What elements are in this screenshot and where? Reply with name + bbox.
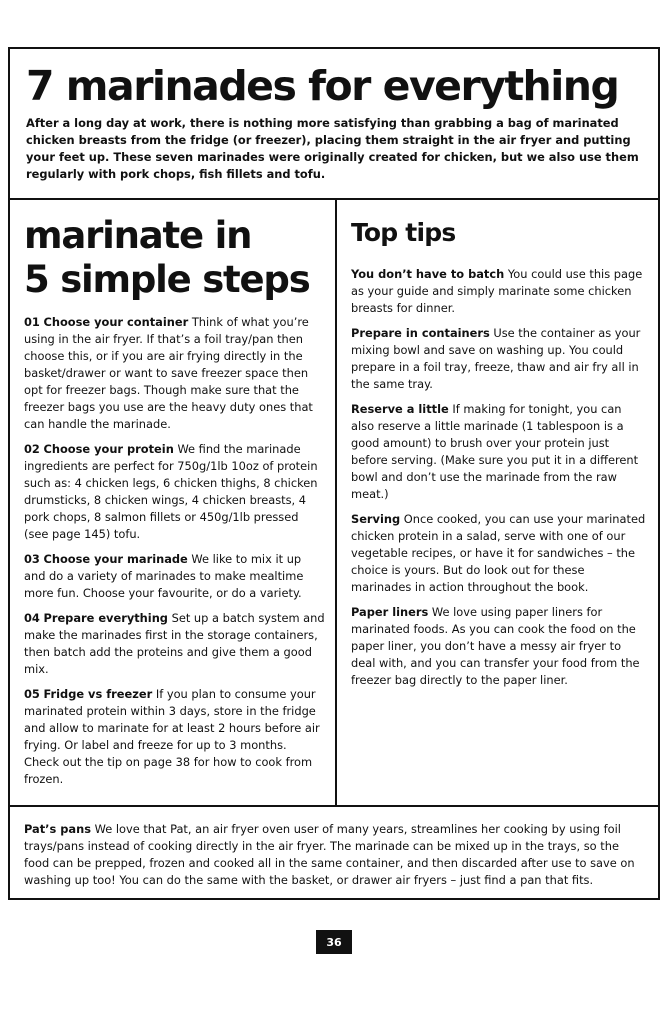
- tip-text: If making for tonight, you can also reserve a little marinade (1 tablespoon is a good amount) to brush over your protein just before serving. (Make sure you put it in a different bowl and don’t use the marinade from the raw meat.): [351, 402, 639, 501]
- page-title: 7 marinades for everything: [26, 62, 619, 110]
- tip-item: [351, 325, 646, 393]
- pats-pans-section: [10, 805, 658, 898]
- step-text: If you plan to consume your marinated protein within 3 days, store in the fridge and allow to marinate for at least 2 hours before air frying. Or label and freeze for up to 3 months. Check out the tip on page 38 for how to cook from frozen.: [24, 687, 320, 786]
- step-lead: Choose your protein: [43, 442, 174, 456]
- step-lead: Choose your marinade: [43, 552, 188, 566]
- step-item: [24, 314, 325, 433]
- tip-item: [351, 604, 646, 689]
- step-number: 05: [24, 687, 40, 701]
- tip-text: Once cooked, you can use your marinated chicken protein in a salad, serve with one of our vegetable recipes, or have it for sandwiches – the choice is yours. But do look out for these marinades in action throughout the book.: [351, 512, 646, 594]
- pats-pans-text: [24, 821, 642, 889]
- step-text: Think of what you’re using in the air fryer. If that’s a foil tray/pan then choose this, or if you are air frying directly in the basket/drawer or want to save freezer space then opt for freezer bags. Though make sure that the freezer bags you use are the heavy duty ones that can handle the marinade.: [24, 315, 313, 431]
- step-text: We find the marinade ingredients are perfect for 750g/1lb 10oz of protein such as: 4 chicken legs, 6 chicken thighs, 8 chicken drumsticks, 8 chicken wings, 4 chicken breasts, 4 pork chops, 8 salmon fillets or 450g/1lb pressed (see page 145) tofu.: [24, 442, 318, 541]
- tip-lead: You don’t have to batch: [351, 267, 505, 281]
- tip-text: You could use this page as your guide and simply marinate some chicken breasts for dinner.: [351, 267, 643, 315]
- step-number: 02: [24, 442, 40, 456]
- pats-pans-body: We love that Pat, an air fryer oven user of many years, streamlines her cooking by using foil trays/pans instead of cooking directly in the air fryer. The marinade can be mixed up in the trays, so the food can be prepped, frozen and cooked all in the same container, and then discarded after use to save on washing up too! You can do the same with the basket, or drawer air fryers – just find a pan that fits.: [24, 822, 635, 887]
- tip-item: [351, 511, 646, 596]
- tips-title: Top tips: [351, 218, 456, 247]
- step-item: [24, 610, 325, 678]
- step-item: [24, 686, 325, 788]
- step-number: 04: [24, 611, 40, 625]
- step-text: We like to mix it up and do a variety of marinades to make mealtime more fun. Choose your favourite, or do a variety.: [24, 552, 304, 600]
- tip-lead: Prepare in containers: [351, 326, 490, 340]
- tip-text: We love using paper liners for marinated foods. As you can cook the food on the paper liner, you don’t have a messy air fryer to deal with, and you can transfer your food from the freezer bag directly to the paper liner.: [351, 605, 640, 687]
- page-number: 36: [316, 930, 352, 954]
- tip-item: [351, 401, 646, 503]
- intro-text: After a long day at work, there is nothing more satisfying than grabbing a bag of marinated chicken breasts from the fridge (or freezer), placing them straight in the air fryer and putting your feet up. These seven marinades were originally created for chicken, but we also use them regularly with pork chops, fish fillets and tofu.: [26, 116, 639, 181]
- tip-lead: Serving: [351, 512, 401, 526]
- pats-pans-lead: Pat’s pans: [24, 822, 91, 836]
- header-section: [10, 49, 658, 200]
- step-item: [24, 441, 325, 543]
- step-lead: Fridge vs freezer: [43, 687, 153, 701]
- tip-text: Use the container as your mixing bowl and save on washing up. You could prepare in a foil tray, freeze, thaw and air fry all in the same tray.: [351, 326, 641, 391]
- step-lead: Prepare everything: [43, 611, 168, 625]
- steps-title: [24, 214, 325, 302]
- tip-item: [351, 266, 646, 317]
- step-lead: Choose your container: [43, 315, 189, 329]
- steps-title-line2: 5 simple steps: [24, 258, 310, 301]
- step-item: [24, 551, 325, 602]
- page-frame: [8, 47, 660, 900]
- step-number: 03: [24, 552, 40, 566]
- tips-section: [337, 200, 658, 805]
- tip-lead: Paper liners: [351, 605, 429, 619]
- tip-lead: Reserve a little: [351, 402, 449, 416]
- step-number: 01: [24, 315, 40, 329]
- step-text: Set up a batch system and make the marinades first in the storage containers, then batch add the proteins and give them a good mix.: [24, 611, 325, 676]
- steps-title-line1: marinate in: [24, 214, 252, 257]
- steps-section: [10, 200, 337, 805]
